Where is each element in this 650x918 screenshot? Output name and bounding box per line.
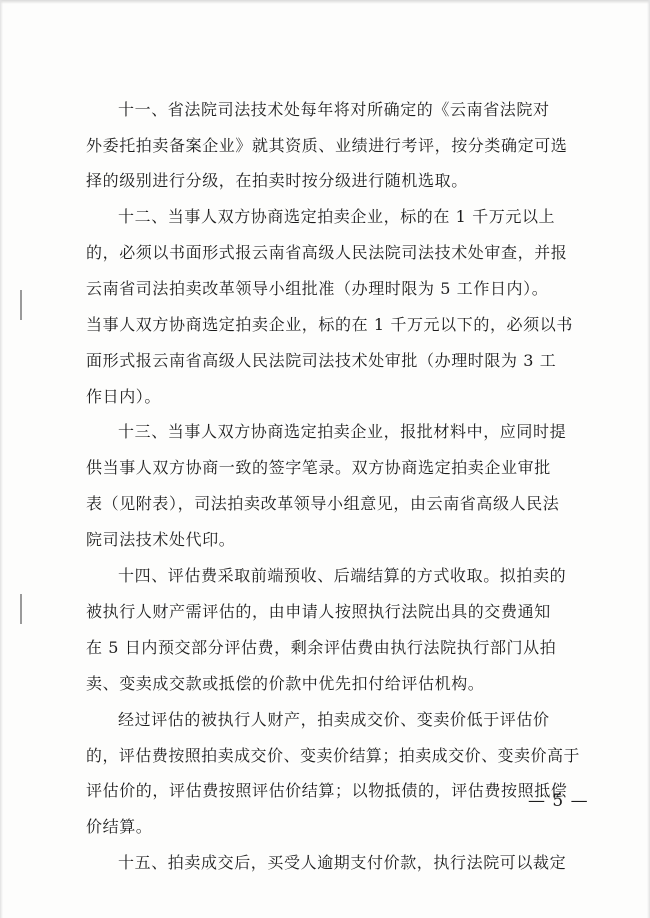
binding-mark <box>20 290 22 320</box>
page-number: — 5 — <box>528 791 589 811</box>
paragraph-12-line-2: 的，必须以书面形式报云南省高级人民法院司法技术处审查，并报 <box>86 243 568 262</box>
paragraph-12-line-6: 作日内）。 <box>86 387 162 406</box>
paragraph-13-line-1: 十三、当事人双方协商选定拍卖企业，报批材料中，应同时提 <box>118 422 567 441</box>
paragraph-11-line-1: 十一、省法院司法技术处每年将对所确定的《云南省法院对 <box>118 100 550 119</box>
paragraph-13-line-4: 院司法技术处代印。 <box>86 530 236 549</box>
paragraph-11-line-2: 外委托拍卖备案企业》就其资质、业绩进行考评，按分类确定可选 <box>86 136 568 155</box>
paragraph-14b-line-2: 的，评估费按照拍卖成交价、变卖价结算；拍卖成交价、变卖价高于 <box>86 746 581 765</box>
paragraph-14-line-3: 在 5 日内预交部分评估费，剩余评估费由执行法院执行部门从拍 <box>86 638 557 657</box>
paragraph-13-line-3: 表（见附表），司法拍卖改革领导小组意见，由云南省高级人民法 <box>86 494 560 513</box>
paragraph-12-line-5: 面形式报云南省高级人民法院司法技术处审批（办理时限为 3 工 <box>86 351 557 370</box>
paragraph-13-line-2: 供当事人双方协商一致的签字笔录。双方协商选定拍卖企业审批 <box>86 458 551 477</box>
paragraph-12-line-1: 十二、当事人双方协商选定拍卖企业，标的在 1 千万元以上 <box>118 207 556 226</box>
paragraph-12-line-3: 云南省司法拍卖改革领导小组批准（办理时限为 5 工作日内）。 <box>86 279 549 298</box>
paragraph-14-line-2: 被执行人财产需评估的，由申请人按照执行法院出具的交费通知 <box>86 602 551 621</box>
paragraph-14b-line-4: 价结算。 <box>86 817 153 836</box>
paragraph-15-line-1: 十五、拍卖成交后，买受人逾期支付价款，执行法院可以裁定 <box>118 853 567 872</box>
binding-mark <box>20 594 22 624</box>
page-top-edge <box>0 0 650 4</box>
paragraph-14-line-4: 卖、变卖成交款或抵偿的价款中优先扣付给评估机构。 <box>86 674 485 693</box>
paragraph-11-line-3: 择的级别进行分级，在拍卖时按分级进行随机选取。 <box>86 171 468 190</box>
paragraph-12-line-4: 当事人双方协商选定拍卖企业，标的在 1 千万元以下的，必须以书 <box>86 315 573 334</box>
paragraph-14b-line-3: 评估价的，评估费按照评估价结算；以物抵债的，评估费按照抵偿 <box>86 781 568 800</box>
paragraph-14b-line-1: 经过评估的被执行人财产，拍卖成交价、变卖价低于评估价 <box>118 710 550 729</box>
paragraph-14-line-1: 十四、评估费采取前端预收、后端结算的方式收取。拟拍卖的 <box>118 566 567 585</box>
page-left-edge <box>0 0 3 918</box>
